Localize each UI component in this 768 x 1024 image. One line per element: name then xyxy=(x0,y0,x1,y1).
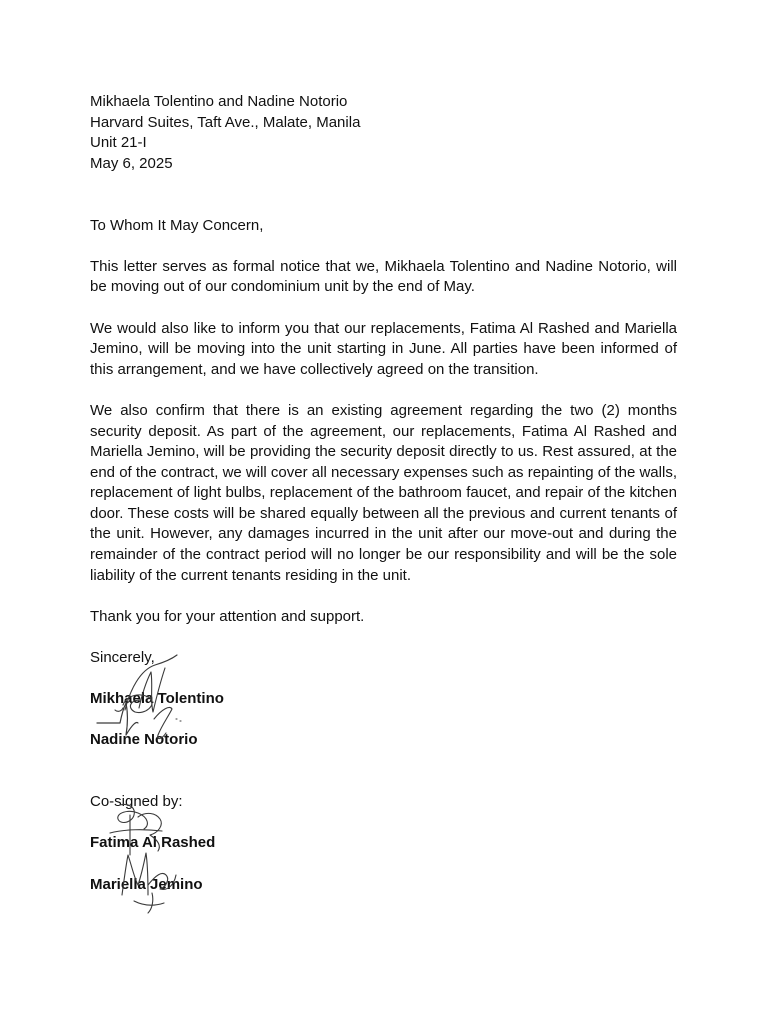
letter-date: May 6, 2025 xyxy=(90,154,173,172)
signatory-name-1: Mikhaela Tolentino xyxy=(90,690,224,708)
paragraph-replacements: We would also like to inform you that our replacements, Fatima Al Rashed and Mariella Jemino, will be moving into the unit starting in June. All parties have been informed of this arrangement, and we have collectively agreed on the transition. xyxy=(90,319,677,378)
cosign-label: Co-signed by: xyxy=(90,793,183,811)
signatory-name-2: Nadine Notorio xyxy=(90,731,198,749)
paragraph-move-out: This letter serves as formal notice that we, Mikhaela Tolentino and Nadine Notorio, will be moving out of our condominium unit by the end of May. xyxy=(90,257,677,296)
paragraph-thanks: Thank you for your attention and support. xyxy=(90,607,365,625)
closing: Sincerely, xyxy=(90,649,155,667)
cosignatory-name-1: Fatima Al Rashed xyxy=(90,834,216,852)
salutation: To Whom It May Concern, xyxy=(90,216,264,234)
paragraph-security-deposit: We also confirm that there is an existing agreement regarding the two (2) months security deposit. As part of the agreement, our replacements, Fatima Al Rashed and Mariella Jemino, will be providing the security deposit directly to us. Rest assured, at the end of the contract, we will cover all necessary expenses such as repainting of the walls, replacement of light bulbs, replacement of the bathroom faucet, and repair of the kitchen door. These costs will be shared equally between all the previous and current tenants of the unit. However, any damages incurred in the unit after our move-out and during the remainder of the contract period will no longer be our responsibility and will be the sole liability of the current tenants residing in the unit. xyxy=(90,401,677,584)
sender-block xyxy=(90,92,677,174)
sender-address: Harvard Suites, Taft Ave., Malate, Manila xyxy=(90,113,361,131)
sender-unit: Unit 21-I xyxy=(90,134,147,152)
sender-names: Mikhaela Tolentino and Nadine Notorio xyxy=(90,93,348,110)
letter-body xyxy=(90,92,677,895)
cosignatory-name-2: Mariella Jemino xyxy=(90,875,203,893)
